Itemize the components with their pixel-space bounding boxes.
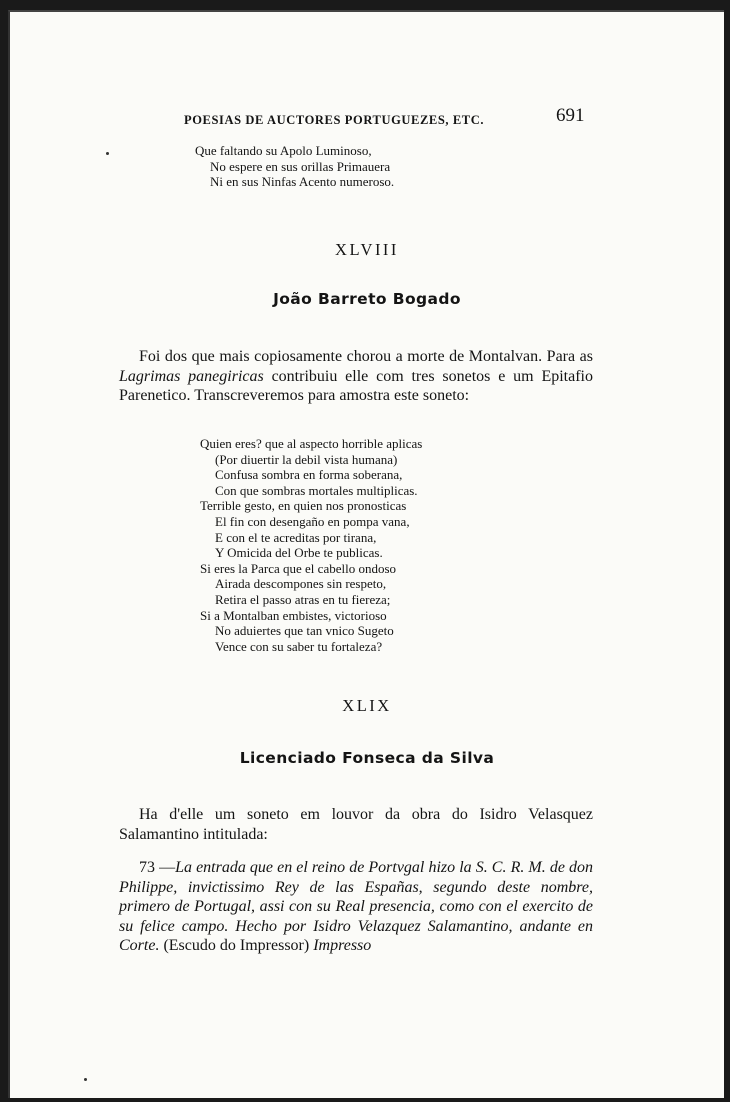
- bibliographic-entry: [119, 858, 593, 956]
- verse-line: Que faltando su Apolo Luminoso,: [195, 143, 372, 158]
- sonnet: [200, 436, 422, 654]
- paragraph-part: contribuiu elle com tres sonetos e um Epitafio Parenetico. Transcreveremos para amostra este soneto:: [119, 367, 593, 404]
- paragraph-part: Foi dos que mais copiosamente chorou a morte de Montalvan. Para as: [139, 348, 593, 365]
- print-speck: [106, 152, 109, 155]
- verse-line: Ni en sus Ninfas Acento numeroso.: [210, 174, 395, 190]
- sonnet-line: No aduiertes que tan vnico Sugeto: [215, 623, 394, 639]
- paragraph-text: Ha d'elle um soneto em louvor da obra do Isidro Velasquez Salamantino intitulada:: [119, 806, 593, 843]
- sonnet-line: Si eres la Parca que el cabello ondoso: [200, 560, 397, 576]
- italic-title: Lagrimas panegiricas: [119, 367, 264, 385]
- section-number-49: XLIX: [342, 696, 392, 715]
- entry-note: (Escudo do Impressor): [159, 937, 314, 954]
- book-page: [8, 10, 724, 1098]
- sonnet-line: Retira el passo atras en tu fiereza;: [215, 591, 391, 607]
- sonnet-line: (Por diuertir la debil vista humana): [215, 451, 398, 467]
- sonnet-line: Vence con su saber tu fortaleza?: [215, 638, 383, 654]
- sonnet-line: Y Omicida del Orbe te publicas.: [215, 545, 383, 561]
- paragraph-text: [119, 347, 593, 406]
- section-author-48: João Barreto Bogado: [273, 290, 461, 308]
- section-48-paragraph: [119, 347, 593, 406]
- section-author-49: Licenciado Fonseca da Silva: [239, 749, 495, 767]
- page-number: 691: [556, 105, 585, 126]
- sonnet-line: Airada descompones sin respeto,: [215, 576, 387, 592]
- section-number-48: XLVIII: [335, 240, 399, 259]
- entry-trailing: Impresso: [313, 937, 372, 954]
- sonnet-line: Confusa sombra en forma soberana,: [215, 467, 403, 483]
- sonnet-line: Si a Montalban embistes, victorioso: [200, 607, 387, 623]
- opening-verse: [195, 143, 394, 190]
- sonnet-line: E con el te acreditas por tirana,: [215, 529, 377, 545]
- verse-line: No espere en sus orillas Primauera: [210, 158, 391, 174]
- sonnet-line: Con que sombras mortales multiplicas.: [215, 482, 418, 498]
- running-title: POESIAS DE AUCTORES PORTUGUEZES, ETC.: [184, 113, 485, 127]
- entry-title: La entrada que en el reino de Portvgal hizo la S. C. R. M. de don Philippe, invictissimo Rey de las Españas, segundo deste nombre, primero de Portugal, assi con su Real presencia, como con el exercito de su felice campo. Hecho por Isidro Velazquez Salamantino, andante en Corte.: [119, 859, 594, 954]
- section-49-paragraph: [119, 805, 593, 844]
- sonnet-line: Quien eres? que al aspecto horrible aplicas: [200, 436, 423, 451]
- entry-text: [119, 858, 593, 956]
- sonnet-line: El fin con desengaño en pompa vana,: [215, 513, 410, 529]
- print-speck: [84, 1078, 87, 1081]
- entry-number: 73 —: [139, 859, 176, 876]
- sonnet-line: Terrible gesto, en quien nos pronosticas: [200, 498, 407, 514]
